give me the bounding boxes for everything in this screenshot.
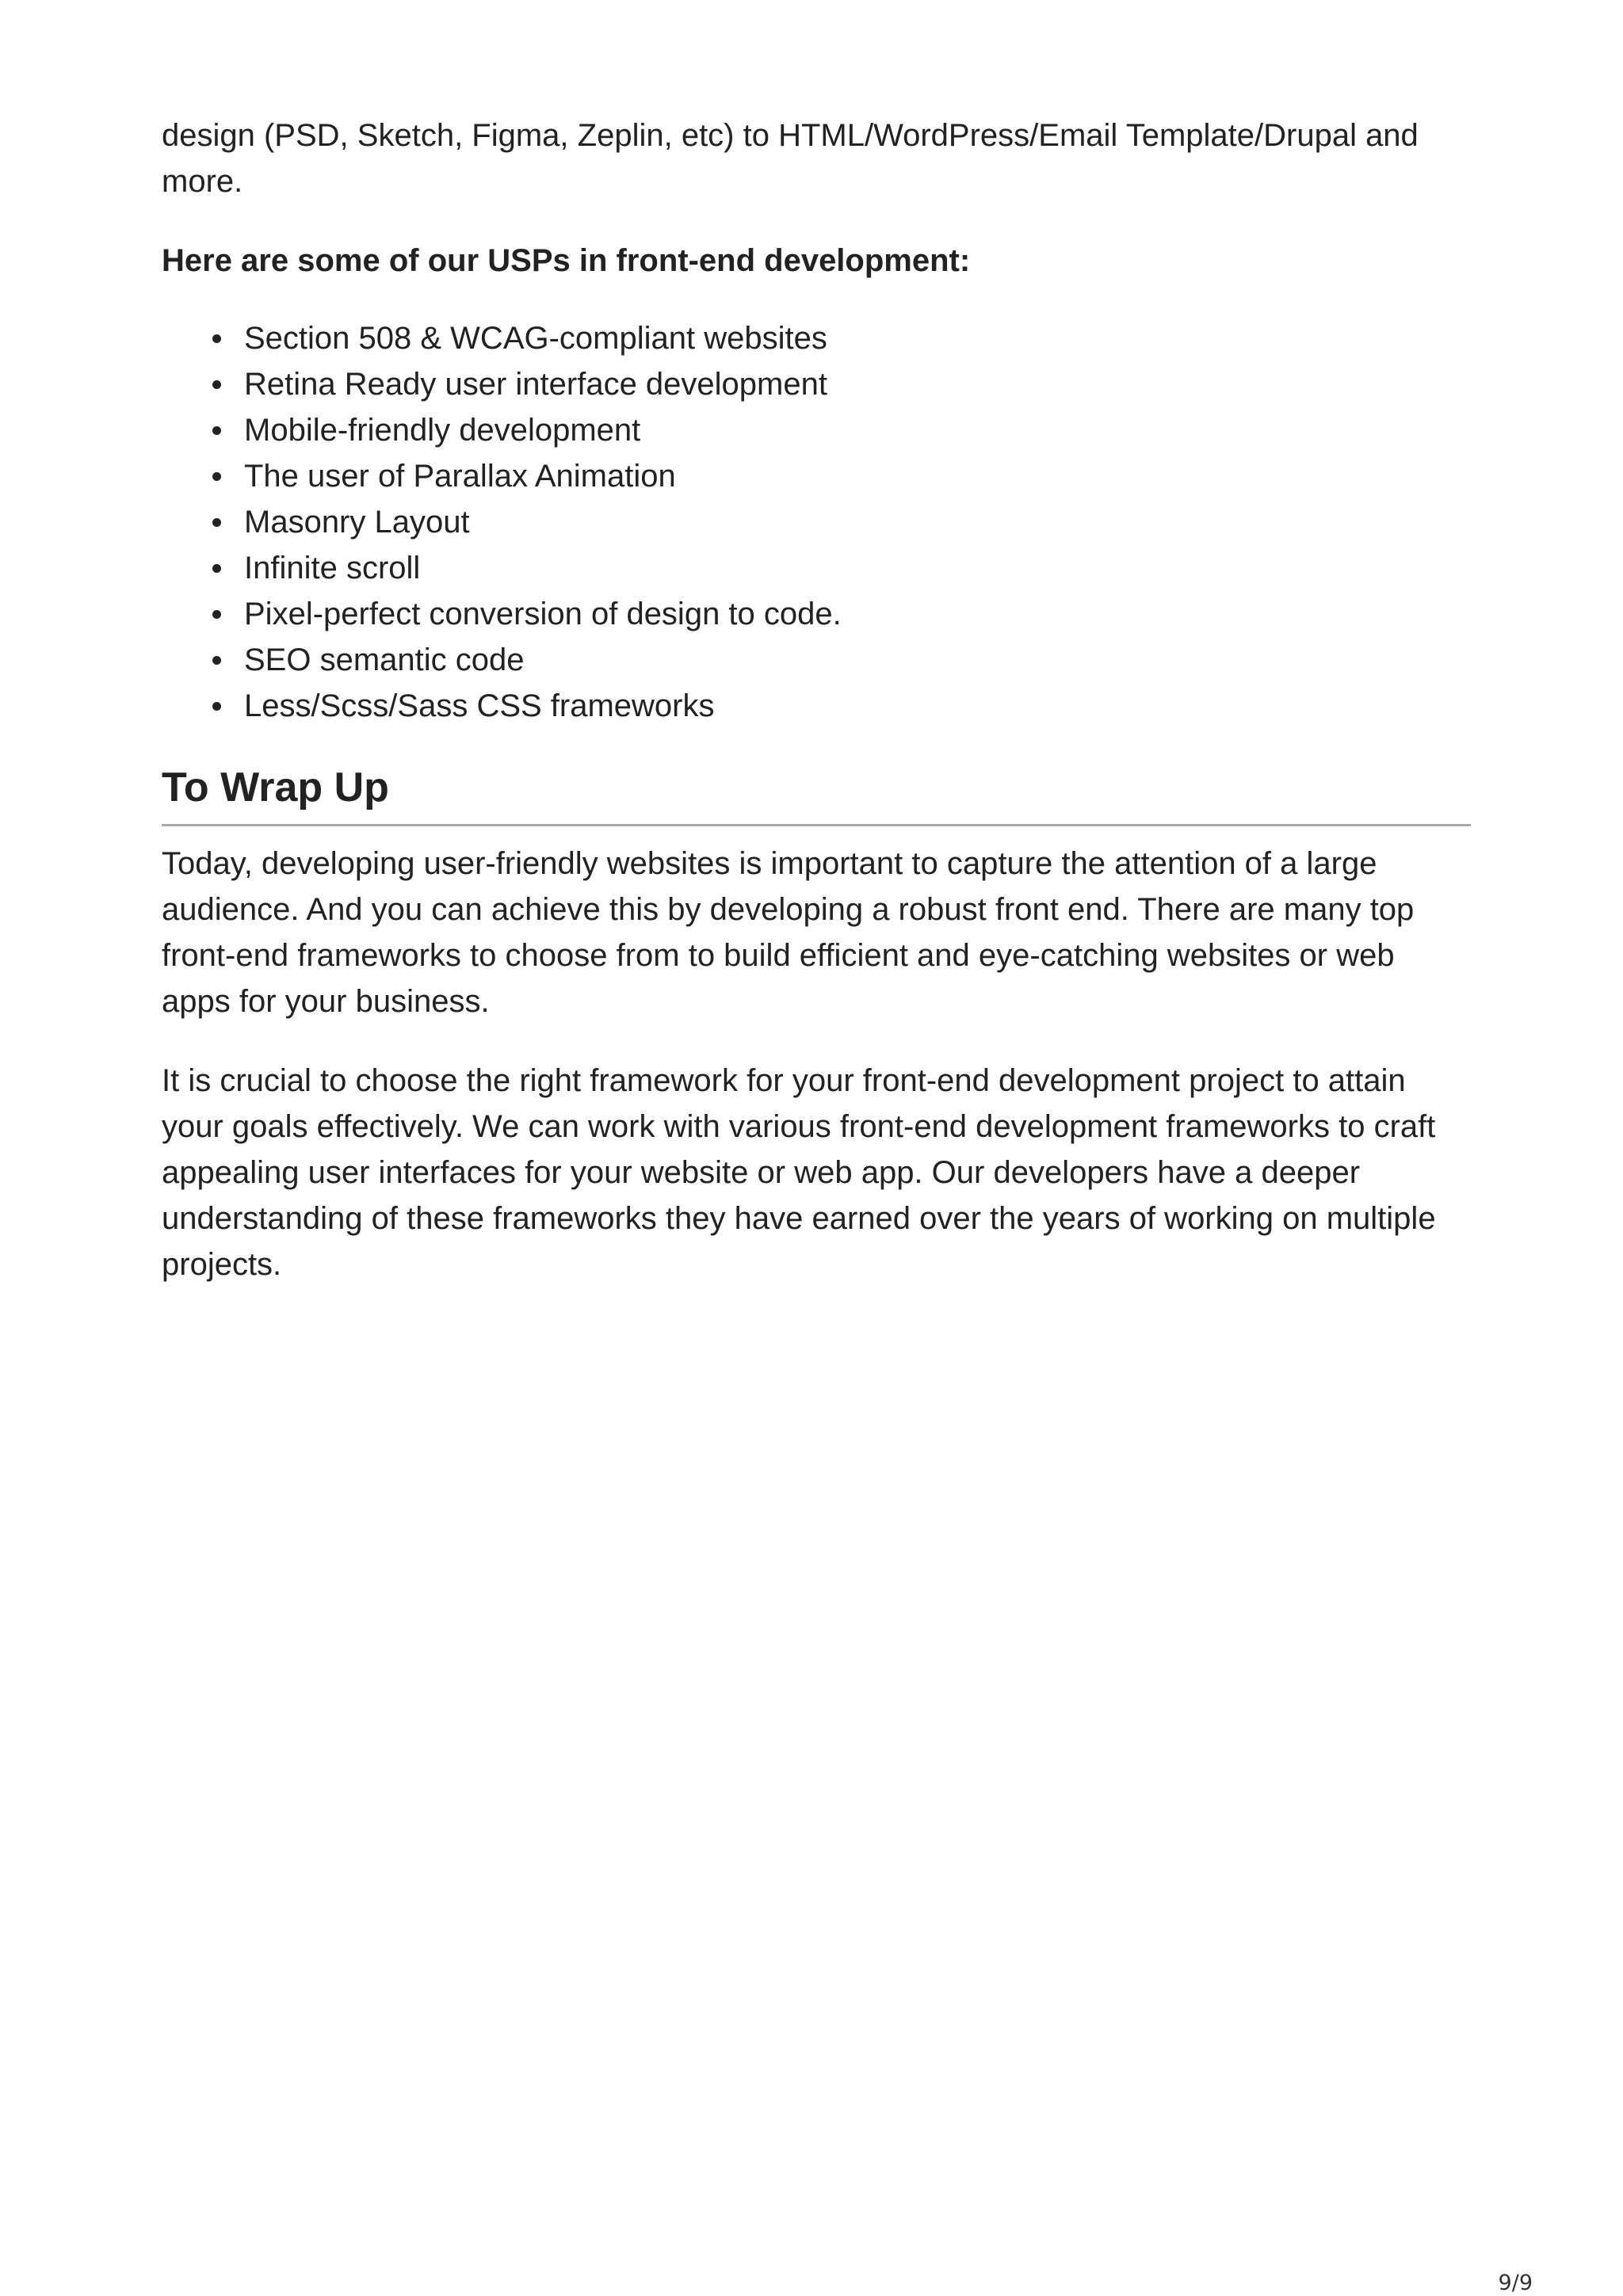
usp-list	[162, 315, 1471, 729]
list-item	[244, 637, 1471, 683]
list-item	[244, 591, 1471, 637]
section-heading-wrap-up: To Wrap Up	[162, 762, 1471, 826]
list-item	[244, 315, 1471, 361]
list-item-text: Mobile-friendly development	[244, 413, 641, 448]
bullet-icon	[212, 702, 221, 711]
list-item	[244, 453, 1471, 499]
bullet-icon	[212, 610, 221, 619]
page-number: 9/9	[1498, 2271, 1533, 2295]
list-item-text: SEO semantic code	[244, 643, 525, 677]
wrap-up-paragraph-2: It is crucial to choose the right framework for your front-end development project to attain your goals effectively. We can work with various front-end development frameworks to craft appealing user interfaces for your website or web app. Our developers have a deeper understanding of these frameworks they have earned over the years of working on multiple projects.	[162, 1063, 1436, 1282]
list-item-text: The user of Parallax Animation	[244, 459, 676, 494]
list-item-text: Section 508 & WCAG-compliant websites	[244, 321, 827, 356]
list-item	[244, 499, 1471, 545]
list-item-text: Pixel-perfect conversion of design to code.	[244, 597, 842, 631]
bullet-icon	[212, 656, 221, 665]
list-item-text: Retina Ready user interface development	[244, 367, 827, 402]
wrap-up-paragraph-1: Today, developing user-friendly websites is important to capture the attention of a large audience. And you can achieve this by developing a robust front end. There are many top front-end frameworks to choose from to build efficient and eye-catching websites or web apps for your business.	[162, 846, 1415, 1019]
list-item-text: Masonry Layout	[244, 505, 470, 540]
bullet-icon	[212, 564, 221, 573]
list-item-text: Infinite scroll	[244, 551, 421, 585]
list-item	[244, 361, 1471, 407]
list-item	[244, 683, 1471, 729]
document-page	[162, 113, 1471, 1287]
bullet-icon	[212, 518, 221, 527]
list-item	[244, 545, 1471, 591]
usp-heading: Here are some of our USPs in front-end development:	[162, 243, 971, 278]
bullet-icon	[212, 426, 221, 435]
list-item	[244, 407, 1471, 453]
bullet-icon	[212, 334, 221, 343]
intro-paragraph: design (PSD, Sketch, Figma, Zeplin, etc) to HTML/WordPress/Email Template/Drupal and more.	[162, 118, 1419, 199]
bullet-icon	[212, 472, 221, 481]
bullet-icon	[212, 380, 221, 389]
list-item-text: Less/Scss/Sass CSS frameworks	[244, 688, 715, 723]
